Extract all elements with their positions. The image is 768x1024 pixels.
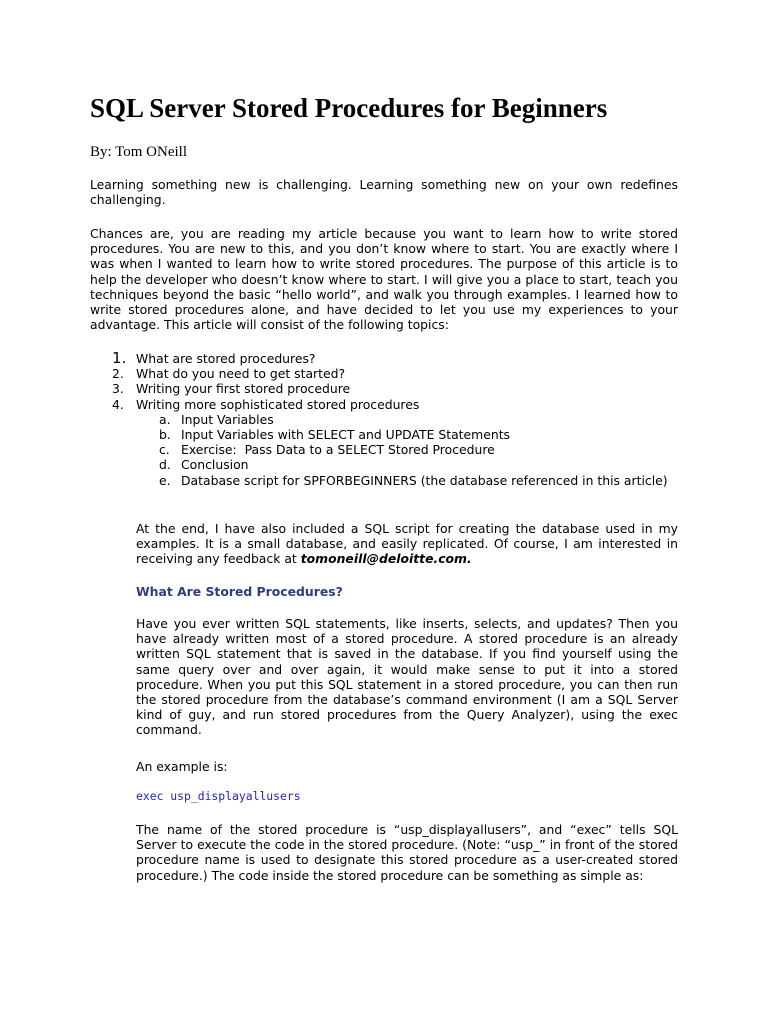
list-number: 1. <box>112 349 127 367</box>
list-item-label: What are stored procedures? <box>136 351 316 366</box>
feedback-email: tomoneill@deloitte.com <box>300 551 467 567</box>
list-item-label: Writing more sophisticated stored procedures <box>136 396 420 412</box>
sub-list-item-label: Input Variables <box>181 411 274 427</box>
list-item <box>90 397 678 488</box>
sub-list-letter: b. <box>159 427 171 443</box>
code-example: exec usp_displayallusers <box>136 789 301 803</box>
sub-list-item <box>136 442 678 457</box>
closing-intro-text: At the end, I have also included a SQL script for creating the database used in my examples. It is a small database, and easily replicated. Of course, I am interested in receiving any feedback at <box>136 521 678 567</box>
sub-list-item <box>136 457 678 472</box>
sub-list-item <box>136 427 678 442</box>
purpose-paragraph: Chances are, you are reading my article because you want to learn how to write stored procedures. You are new to this, and you don’t know where to start. You are exactly where I was when I wanted to learn how to write stored procedures. The purpose of this article is to help the developer who doesn’t know where to start. I will give you a place to start, teach you techniques beyond the basic “hello world”, and walk you through examples. I learned how to write stored procedures alone, and have decided to let you use my experiences to your advantage. This article will consist of the following topics: <box>90 226 678 333</box>
sub-list-letter: e. <box>159 472 171 488</box>
sub-list-item-label: Exercise: Pass Data to a SELECT Stored Procedure <box>181 442 495 458</box>
section-paragraph: Have you ever written SQL statements, like inserts, selects, and updates? Then you have already written most of a stored procedure. A stored procedure is an already written SQL statement that is saved in the database. If you find yourself using the same query over and over again, it would make sense to put it into a stored procedure. When you put this SQL statement in a stored procedure, you can then run the stored procedure from the database’s command environment (I am a SQL Server kind of guy, and run stored procedures from the Query Analyzer), using the exec command. <box>136 616 678 738</box>
author-byline: By: Tom ONeill <box>90 144 188 160</box>
closing-intro-paragraph <box>136 521 678 567</box>
sub-list-item <box>136 473 678 488</box>
article-title: SQL Server Stored Procedures for Beginners <box>90 93 608 123</box>
list-number: 2. <box>112 366 124 382</box>
list-item-label: Writing your first stored procedure <box>136 381 351 397</box>
example-intro: An example is: <box>136 759 228 774</box>
sub-list-letter: a. <box>159 411 171 427</box>
list-item <box>90 351 678 366</box>
topics-list <box>90 351 678 488</box>
explanation-paragraph: The name of the stored procedure is “usp_displayallusers”, and “exec” tells SQL Server to execute the code in the stored procedure. (Note: “usp_” in front of the stored procedure name is used to designate this stored procedure as a user-created stored procedure.) The code inside the stored procedure can be something as simple as: <box>136 822 678 883</box>
subtopics-list <box>136 412 678 488</box>
sub-list-item-label: Conclusion <box>181 457 249 473</box>
sub-list-item-label: Input Variables with SELECT and UPDATE Statements <box>181 427 511 443</box>
list-number: 3. <box>112 381 124 397</box>
section-heading: What Are Stored Procedures? <box>136 584 343 599</box>
list-item-label: What do you need to get started? <box>136 366 346 382</box>
sub-list-item-label: Database script for SPFORBEGINNERS (the database referenced in this article) <box>181 472 668 488</box>
list-item <box>90 366 678 381</box>
sub-list-letter: c. <box>159 442 170 458</box>
list-number: 4. <box>112 396 124 412</box>
feedback-email-period: . <box>466 551 472 567</box>
sub-list-item <box>136 412 678 427</box>
sub-list-letter: d. <box>159 457 171 473</box>
list-item <box>90 381 678 396</box>
intro-paragraph: Learning something new is challenging. Learning something new on your own redefines challenging. <box>90 177 678 208</box>
